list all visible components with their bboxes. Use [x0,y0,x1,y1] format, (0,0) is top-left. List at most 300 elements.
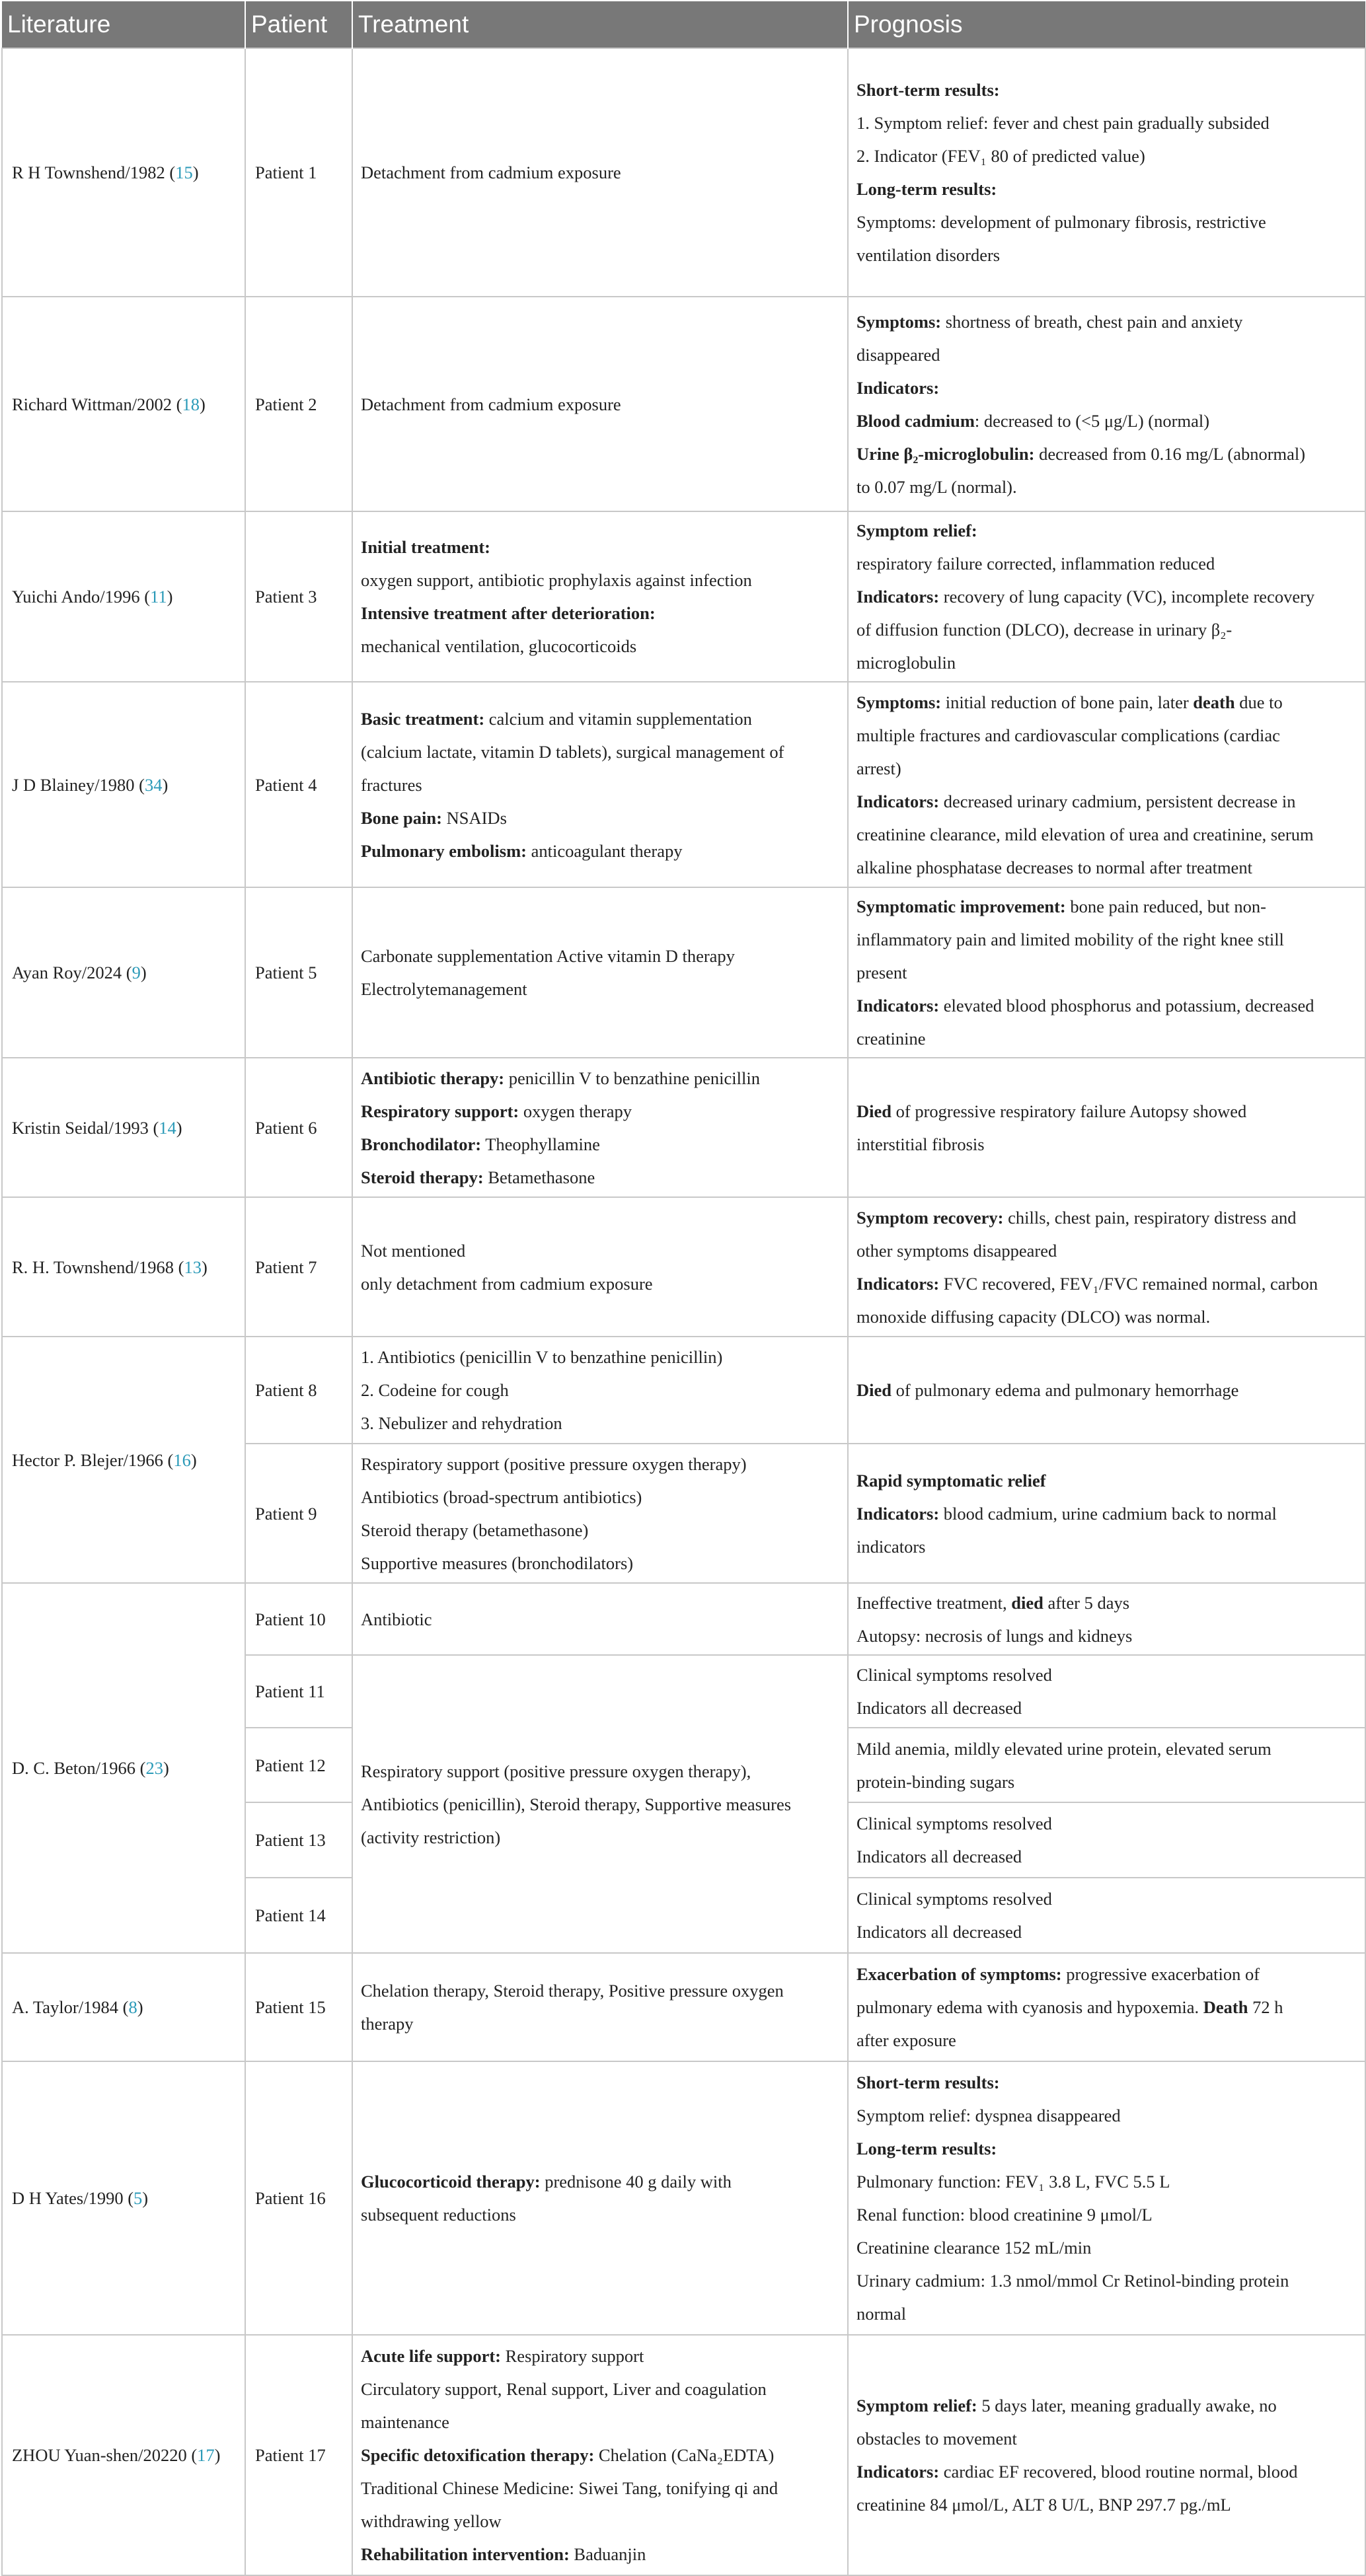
cell-line [361,1062,847,1095]
cell-line [361,1603,847,1636]
cell-line [361,1161,847,1194]
cell-line [856,1022,1365,1055]
literature-cell [2,1337,245,1583]
bold-text: Symptoms: [856,692,942,712]
table-row [2,511,1365,682]
patient-cell: Patient 9 [245,1444,352,1583]
bold-text: Long-term results: [856,2139,997,2158]
text-run: anticoagulant therapy [527,840,683,861]
text-run: after exposure [856,2030,956,2050]
text-run: present [856,963,907,982]
text-run: shortness of breath, chest pain and anxiety [941,311,1243,332]
bold-text: Blood cadmium [856,410,975,431]
cell-line [856,646,1365,679]
treatment-cell [352,297,848,511]
cell-line [856,437,1365,470]
cell-line [361,2472,847,2505]
cell-line [361,1267,847,1300]
text-run: subsequent reductions [361,2205,516,2225]
col-header-patient: Patient [245,1,352,48]
bold-text: Died [856,1380,892,1400]
text-run: elevated blood phosphorus and potassium, decreased [939,996,1314,1015]
text-run: other symptoms disappeared [856,1240,1057,1261]
prognosis-cell [848,1655,1365,1728]
text-run: Not mentioned [361,1240,466,1261]
cell-line [361,939,847,973]
col-header-literature: Literature [2,1,245,48]
cell-line [361,1234,847,1267]
cell-line [361,801,847,834]
cell-line [361,531,847,564]
cell-line [856,514,1365,547]
cell-line [856,2297,1365,2330]
prognosis-cell [848,1953,1365,2061]
cell-line [856,1300,1365,1333]
cell-line [856,1658,1365,1691]
cell-line [361,2439,847,2472]
patient-cell: Patient 11 [245,1655,352,1728]
cell-line [856,2024,1365,2057]
cell-line [856,1619,1365,1652]
prognosis-cell [848,887,1365,1058]
text-run: Indicators all decreased [856,1698,1022,1718]
citation-close: ) [167,587,173,607]
citation-close: ) [140,963,147,982]
cell-line [856,1732,1365,1765]
literature-citation: ZHOU Yuan-shen/20220 ( [12,2445,198,2465]
cell-line [856,2132,1365,2165]
cell-line [361,2538,847,2571]
cell-line [856,2198,1365,2231]
treatment-cell [352,682,848,887]
citation-close: ) [190,1450,197,1470]
cell-line [361,735,847,768]
reference-link[interactable]: 8 [128,1997,137,2017]
cell-line [856,2099,1365,2132]
bold-text: Specific detoxification therapy: [361,2445,595,2465]
literature-citation: Richard Wittman/2002 ( [12,394,182,414]
bold-text: Intensive treatment after deterioration: [361,603,656,623]
cell-line [856,752,1365,785]
patient-cell: Patient 3 [245,511,352,682]
cell-line [361,1407,847,1440]
cell-line [856,2422,1365,2455]
text-run: Antibiotics (broad-spectrum antibiotics) [361,1487,642,1507]
text-run: Steroid therapy (betamethasone) [361,1520,589,1540]
patient-cell: Patient 17 [245,2335,352,2575]
treatment-cell [352,1655,848,1953]
cell-line [856,1497,1365,1530]
text-run: mechanical ventilation, glucocorticoids [361,636,637,656]
cell-line [856,1807,1365,1840]
cell-line [856,580,1365,613]
cell-line [856,956,1365,989]
literature-citation: J D Blainey/1980 ( [12,774,145,795]
text-run: multiple fractures and cardiovascular complications (cardiac [856,725,1280,745]
bold-text: Long-term results: [856,179,997,199]
patient-cell: Patient 12 [245,1728,352,1802]
cell-line [361,2373,847,2406]
cell-line [856,851,1365,884]
cell-line [361,1821,847,1854]
literature-cell [2,887,245,1058]
text-run: Clinical symptoms resolved [856,1814,1052,1833]
text-run: normal [856,2304,907,2324]
bold-text: Bronchodilator: [361,1134,482,1154]
text-run: Indicators all decreased [856,1922,1022,1942]
bold-text: Steroid therapy: [361,1167,484,1187]
prognosis-cell [848,1583,1365,1655]
bold-text: Symptoms: [856,311,942,332]
citation-close: ) [214,2445,221,2465]
cell-line [856,2165,1365,2198]
text-run: FVC recovered, FEV₁/FVC remained normal, carbon [939,1273,1318,1294]
reference-link[interactable]: 18 [182,394,200,414]
treatment-cell [352,1444,848,1583]
cell-line [856,172,1365,205]
literature-cell [2,1197,245,1337]
citation-close: ) [137,1997,143,2017]
text-run: Detachment from cadmium exposure [361,163,621,182]
bold-text: Rapid symptomatic relief [856,1470,1046,1490]
cell-line [361,973,847,1006]
bold-text: Indicators: [856,1273,940,1294]
text-run: Traditional Chinese Medicine: Siwei Tang, tonifying qi and [361,2478,778,2498]
prognosis-cell [848,1337,1365,1444]
cell-line [361,630,847,663]
text-run: ventilation disorders [856,245,1001,265]
text-run: creatinine [856,1029,926,1049]
treatment-cell [352,1953,848,2061]
literature-cell [2,682,245,887]
patient-cell: Patient 13 [245,1802,352,1878]
literature-cell [2,2335,245,2575]
cell-line [856,404,1365,437]
text-run: progressive exacerbation of [1061,1964,1260,1984]
bold-text: Acute life support: [361,2346,501,2366]
bold-text: Basic treatment: [361,708,485,729]
cell-line [856,686,1365,719]
text-run: Renal function: blood creatinine 9 μmol/L [856,2205,1153,2225]
text-run: of pulmonary edema and pulmonary hemorrhage [892,1380,1239,1400]
prognosis-cell [848,1444,1365,1583]
text-run: Mild anemia, mildly elevated urine protein, elevated serum [856,1738,1271,1759]
patient-cell: Patient 6 [245,1058,352,1197]
text-run: NSAIDs [441,807,507,828]
text-run: inflammatory pain and limited mobility of the right knee still [856,930,1284,949]
bold-text: died [1011,1592,1043,1613]
bold-text: Antibiotic therapy: [361,1068,505,1088]
cell-line [361,1755,847,1788]
cell-line [856,1958,1365,1991]
reference-link[interactable]: 34 [144,774,163,795]
cell-line [361,1481,847,1514]
cell-line [856,1234,1365,1267]
text-run: creatinine 84 μmol/L, ALT 8 U/L, BNP 297.7 pg./mL [856,2495,1231,2515]
cell-line [361,2198,847,2231]
text-run: Betamethasone [483,1167,595,1187]
bold-text: Pulmonary embolism: [361,840,527,861]
text-run: protein-binding sugars [856,1771,1015,1792]
bold-text: Symptom recovery: [856,1207,1004,1228]
table-row [2,1197,1365,1337]
cell-line [361,1788,847,1821]
citation-close: ) [142,2188,149,2208]
cell-line [361,2165,847,2198]
patient-cell: Patient 7 [245,1197,352,1337]
cell-line [361,1974,847,2007]
prognosis-cell [848,2061,1365,2335]
cell-line [361,2007,847,2040]
cell-line [856,371,1365,404]
literature-cell [2,511,245,682]
prognosis-cell [848,511,1365,682]
literature-citation: A. Taylor/1984 ( [12,1997,129,2017]
cell-line [856,470,1365,503]
text-run: to 0.07 mg/L (normal). [856,476,1017,497]
prognosis-cell [848,2335,1365,2575]
literature-citation: R H Townshend/1982 ( [12,163,176,182]
bold-text: Indicators: [856,791,940,811]
prognosis-cell [848,297,1365,511]
treatment-cell [352,1197,848,1337]
text-run: Indicators all decreased [856,1847,1022,1866]
reference-link[interactable]: 23 [145,1758,163,1778]
text-run: bone pain reduced, but non- [1065,897,1266,916]
bold-text: Symptomatic improvement: [856,897,1066,916]
text-run: Supportive measures (bronchodilators) [361,1553,634,1573]
reference-link[interactable]: 13 [184,1257,202,1277]
text-run: oxygen therapy [519,1101,632,1121]
patient-cell: Patient 8 [245,1337,352,1444]
text-run: cardiac EF recovered, blood routine normal, blood [939,2462,1298,2482]
cell-line [361,1448,847,1481]
text-run: Respiratory support (positive pressure oxygen therapy) [361,1454,747,1474]
literature-cell [2,1953,245,2061]
text-run: 2. Indicator (FEV₁ 80 of predicted value) [856,146,1145,166]
table-row [2,1953,1365,2061]
patient-cell: Patient 5 [245,887,352,1058]
text-run: Urinary cadmium: 1.3 nmol/mmol Cr Retinol-binding protein [856,2271,1289,2291]
treatment-cell [352,2061,848,2335]
text-run: Clinical symptoms resolved [856,1889,1052,1909]
text-run: of progressive respiratory failure Autopsy showed [892,1101,1247,1121]
cell-line [361,597,847,630]
prognosis-cell [848,1197,1365,1337]
text-run: 2. Codeine for cough [361,1380,509,1400]
table-row [2,48,1365,297]
treatment-cell [352,48,848,297]
text-run: Antibiotic [361,1609,432,1629]
reference-link[interactable]: 14 [159,1117,176,1138]
literature-citation: D. C. Beton/1966 ( [12,1758,146,1778]
cell-line [856,785,1365,818]
cell-line [856,2455,1365,2488]
citation-close: ) [200,394,206,414]
cell-line [856,547,1365,580]
cell-line [856,2264,1365,2297]
prognosis-cell [848,48,1365,297]
cell-line [361,702,847,735]
literature-citation: R. H. Townshend/1968 ( [12,1257,184,1277]
patient-cell: Patient 1 [245,48,352,297]
prognosis-cell [848,682,1365,887]
literature-citation: Hector P. Blejer/1966 ( [12,1450,174,1470]
text-run: Creatinine clearance 152 mL/min [856,2238,1092,2258]
cell-line [856,338,1365,371]
bold-text: Short-term results: [856,2073,1000,2092]
bold-text: Respiratory support: [361,1101,519,1121]
reference-link[interactable]: 17 [197,2445,215,2465]
literature-cell [2,1058,245,1197]
text-run: Respiratory support [500,2346,644,2366]
patient-cell: Patient 15 [245,1953,352,2061]
cell-line [856,305,1365,338]
cell-line [856,818,1365,851]
cell-line [361,2406,847,2439]
text-run: Autopsy: necrosis of lungs and kidneys [856,1625,1133,1646]
patient-cell: Patient 10 [245,1583,352,1655]
cell-line [856,1915,1365,1948]
cell-line [856,1691,1365,1724]
treatment-cell [352,1058,848,1197]
table-row [2,2061,1365,2335]
text-run: 1. Antibiotics (penicillin V to benzathine penicillin) [361,1347,723,1367]
bold-text: Exacerbation of symptoms: [856,1964,1062,1984]
text-run: respiratory failure corrected, inflammation reduced [856,554,1215,573]
table-row [2,1583,1365,1655]
cell-line [856,1128,1365,1161]
prognosis-cell [848,1058,1365,1197]
text-run: (activity restriction) [361,1827,501,1847]
cell-line [856,719,1365,752]
text-run: indicators [856,1536,926,1557]
citation-close: ) [201,1257,208,1277]
reference-link[interactable]: 11 [150,587,167,607]
patient-treatment-table [1,1,1366,2576]
text-run: recovery of lung capacity (VC), incomplete recovery [939,587,1315,607]
patient-cell: Patient 16 [245,2061,352,2335]
text-run: calcium and vitamin supplementation [484,708,752,729]
cell-line [361,1547,847,1580]
text-run: after 5 days [1043,1592,1130,1613]
cell-line [856,613,1365,646]
literature-cell [2,2061,245,2335]
treatment-cell [352,887,848,1058]
text-run: alkaline phosphatase decreases to normal after treatment [856,857,1252,877]
text-run: Ineffective treatment, [856,1592,1012,1613]
bold-text: Died [856,1101,892,1121]
treatment-cell [352,1583,848,1655]
bold-text: Indicators: [856,587,940,607]
cell-line [361,1341,847,1374]
patient-cell: Patient 14 [245,1878,352,1953]
text-run: Antibiotics (penicillin), Steroid therapy, Supportive measures [361,1794,792,1814]
patient-cell: Patient 2 [245,297,352,511]
text-run: Electrolytemanagement [361,979,527,999]
text-run: Baduanjin [569,2544,646,2564]
text-run: disappeared [856,344,940,365]
cell-line [856,1840,1365,1873]
bold-text: Indicators: [856,1503,940,1524]
text-run: 72 h [1248,1997,1283,2017]
text-run: (calcium lactate, vitamin D tablets), surgical management of [361,741,784,762]
bold-text: Bone pain: [361,807,442,828]
col-header-prognosis: Prognosis [848,1,1365,48]
bold-text: Indicators: [856,2462,940,2482]
bold-text: death [1193,692,1235,712]
reference-link[interactable]: 16 [173,1450,191,1470]
text-run: Circulatory support, Renal support, Liver and coagulation [361,2379,767,2399]
table-row [2,297,1365,511]
literature-cell [2,297,245,511]
text-run: Theophyllamine [481,1134,600,1154]
table-row [2,1337,1365,1444]
citation-close: ) [176,1117,182,1138]
text-run: arrest) [856,758,901,778]
bold-text: Symptom relief: [856,521,977,540]
table-row [2,2335,1365,2575]
text-run: Clinical symptoms resolved [856,1665,1052,1685]
literature-cell [2,1583,245,1953]
citation-close: ) [163,1758,169,1778]
text-run: maintenance [361,2412,449,2432]
cell-line [856,2066,1365,2099]
text-run: due to [1234,692,1283,712]
text-run: penicillin V to benzathine penicillin [504,1068,761,1088]
treatment-cell [352,2335,848,2575]
text-run: : decreased to (<5 μg/L) (normal) [974,410,1210,431]
literature-citation: Kristin Seidal/1993 ( [12,1117,159,1138]
col-header-treatment: Treatment [352,1,848,48]
table-row [2,1058,1365,1197]
reference-link[interactable]: 5 [133,2188,143,2208]
text-run: Detachment from cadmium exposure [361,394,621,414]
cell-line [856,106,1365,139]
citation-close: ) [192,163,199,182]
treatment-cell [352,511,848,682]
text-run: oxygen support, antibiotic prophylaxis against infection [361,570,752,590]
cell-line [856,239,1365,272]
bold-text: Death [1203,1997,1248,2017]
text-run: Symptoms: development of pulmonary fibrosis, restrictive [856,212,1266,232]
cell-line [361,2339,847,2373]
cell-line [361,768,847,801]
reference-link[interactable]: 9 [132,963,141,982]
literature-citation: Yuichi Ando/1996 ( [12,587,151,607]
text-run: only detachment from cadmium exposure [361,1273,653,1294]
cell-line [361,564,847,597]
text-run: prednisone 40 g daily with [540,2172,732,2191]
text-run: creatinine clearance, mild elevation of urea and creatinine, serum [856,824,1314,844]
cell-line [856,1586,1365,1619]
treatment-cell [352,1337,848,1444]
cell-line [856,2488,1365,2521]
text-run: monoxide diffusing capacity (DLCO) was normal. [856,1306,1211,1327]
text-run: therapy [361,2014,414,2034]
text-run: microglobulin [856,653,956,673]
text-run: Chelation (CaNa₂EDTA) [594,2445,775,2465]
cell-line [361,388,847,421]
cell-line [856,1464,1365,1497]
cell-line [361,1095,847,1128]
text-run: pulmonary edema with cyanosis and hypoxemia. [856,1997,1203,2017]
reference-link[interactable]: 15 [175,163,193,182]
cell-line [856,205,1365,239]
text-run: of diffusion function (DLCO), decrease in urinary β₂- [856,620,1233,640]
text-run: Respiratory support (positive pressure oxygen therapy), [361,1761,751,1781]
prognosis-cell [848,1878,1365,1953]
